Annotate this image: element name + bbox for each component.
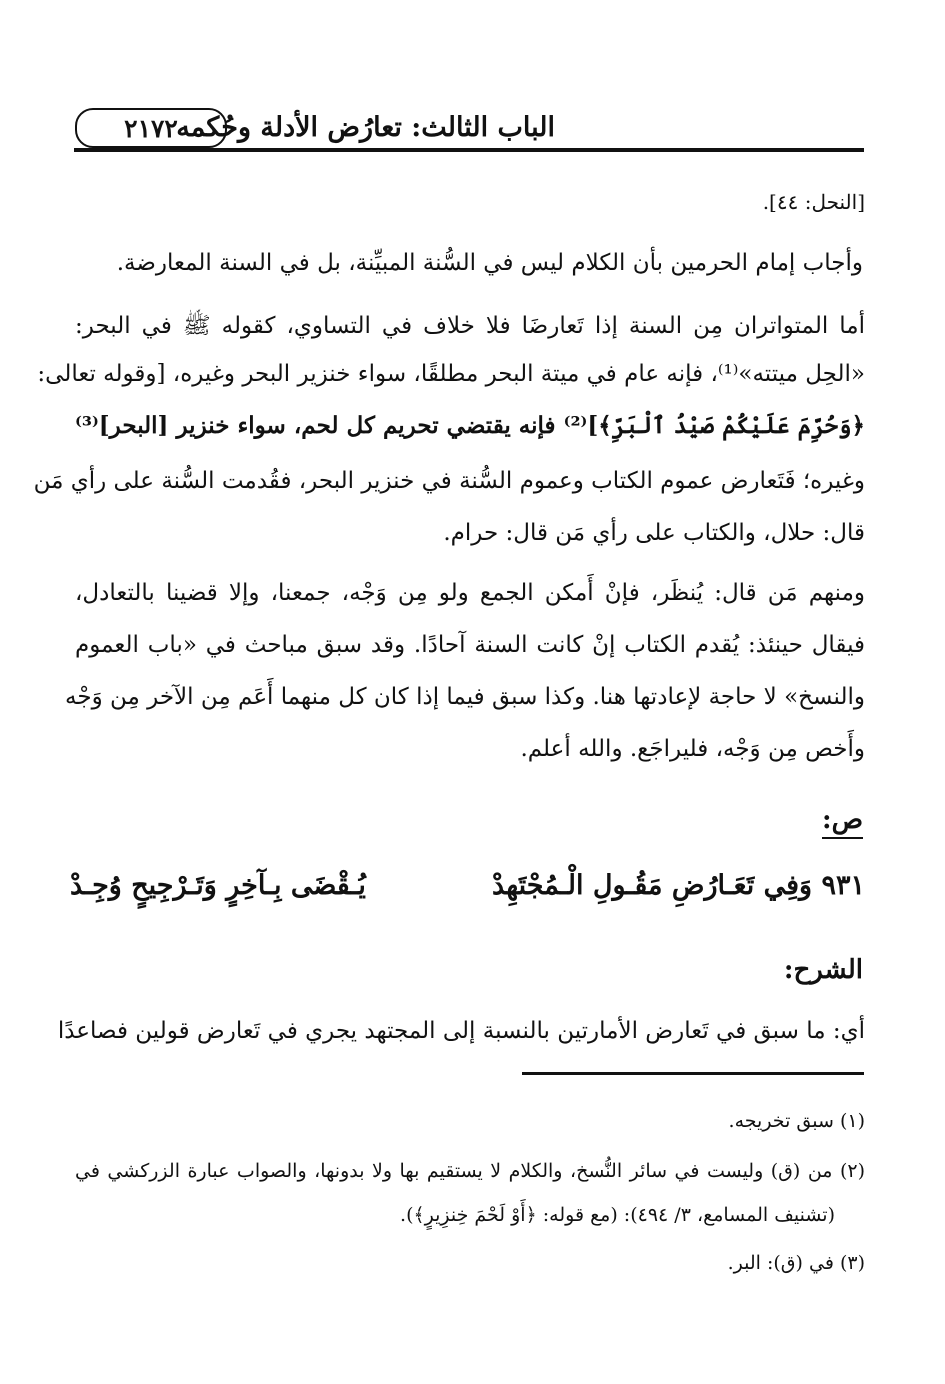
verse-first-hemistich: ٩٣١ وَفِي تَعَـارُضِ مَقُـولِ الْـمُجْتَهِدْ [492, 870, 865, 901]
footnote-3: (٣) في (ق): البر. [727, 1252, 865, 1274]
text-line: أما المتواتران مِن السنة إذا تَعارضَا فلا خلاف في التساوي، كقوله ﷺ في البحر: [75, 313, 865, 339]
text-line: قال: حلال، والكتاب على رأي مَن قال: حرام. [443, 520, 865, 546]
verse-second-hemistich: يُـقْضَى بِـآخِرٍ وَتَـرْجِيحٍ وُجِـدْ [70, 870, 366, 901]
quran-quote-line: ﴿وَحُرِّمَ عَلَيْكُمْ صَيْدُ ٱلْبَرِّ﴾]⁽²⁾ فإنه يقتضي تحريم كل لحم، سواء خنزير [البحر]⁽³⁾ [75, 412, 865, 439]
footnote-2-line-1: (٢) من (ق) وليست في سائر النُّسخ، والكلام لا يستقيم بها ولا بدونها، والصواب عبارة الزركشي في [75, 1160, 865, 1182]
sharh-label: الشرح: [783, 955, 863, 985]
text-line: وأَخص مِن وَجْه، فليراجَع. والله أعلم. [520, 736, 865, 762]
text-line: والنسخ» لا حاجة لإعادتها هنا. وكذا سبق فيما إذا كان كل منهما أَعَم مِن الآخر مِن وَجْه [65, 684, 865, 710]
matn-label: ص: [822, 805, 863, 835]
text-line: «الحِل ميتته»⁽¹⁾، فإنه عام في ميتة البحر مطلقًا، سواء خنزير البحر وغيره، [وقوله تعالى: [37, 361, 865, 387]
text-line: فيقال حينئذ: يُقدم الكتاب إنْ كانت السنة آحادًا. وقد سبق مباحث في «باب العموم [75, 632, 865, 658]
text-line: ومنهم مَن قال: يُنظَر، فإنْ أَمكن الجمع ولو مِن وَجْه، جمعنا، وإلا قضينا بالتعادل، [75, 580, 865, 606]
header-divider [74, 148, 864, 152]
text-line: وغيره؛ فَتَعارض عموم الكتاب وعموم السُّنة في خنزير البحر، فقُدمت السُّنة على رأي مَن [33, 468, 865, 494]
footnote-2-line-2: (تشنيف المسامع، ٣/ ٤٩٤): (مع قوله: ﴿أَوْ لَحْمَ خِنزِيرٍ﴾). [400, 1204, 835, 1226]
footnote-1: (١) سبق تخريجه. [728, 1110, 865, 1132]
sharh-text-line: أي: ما سبق في تَعارض الأمارتين بالنسبة إلى المجتهد يجري في تَعارض قولين فصاعدًا [57, 1018, 865, 1044]
footnote-divider [522, 1072, 864, 1075]
page-number-badge: ٢١٧٢ [75, 108, 227, 148]
running-header-title: الباب الثالث: تعارُض الأدلة وحُكمه [176, 112, 555, 143]
text-line: وأجاب إمام الحرمين بأن الكلام ليس في السُّنة المبيِّنة، بل في السنة المعارضة. [116, 250, 863, 276]
citation-line: [النحل: ٤٤]. [762, 190, 865, 214]
